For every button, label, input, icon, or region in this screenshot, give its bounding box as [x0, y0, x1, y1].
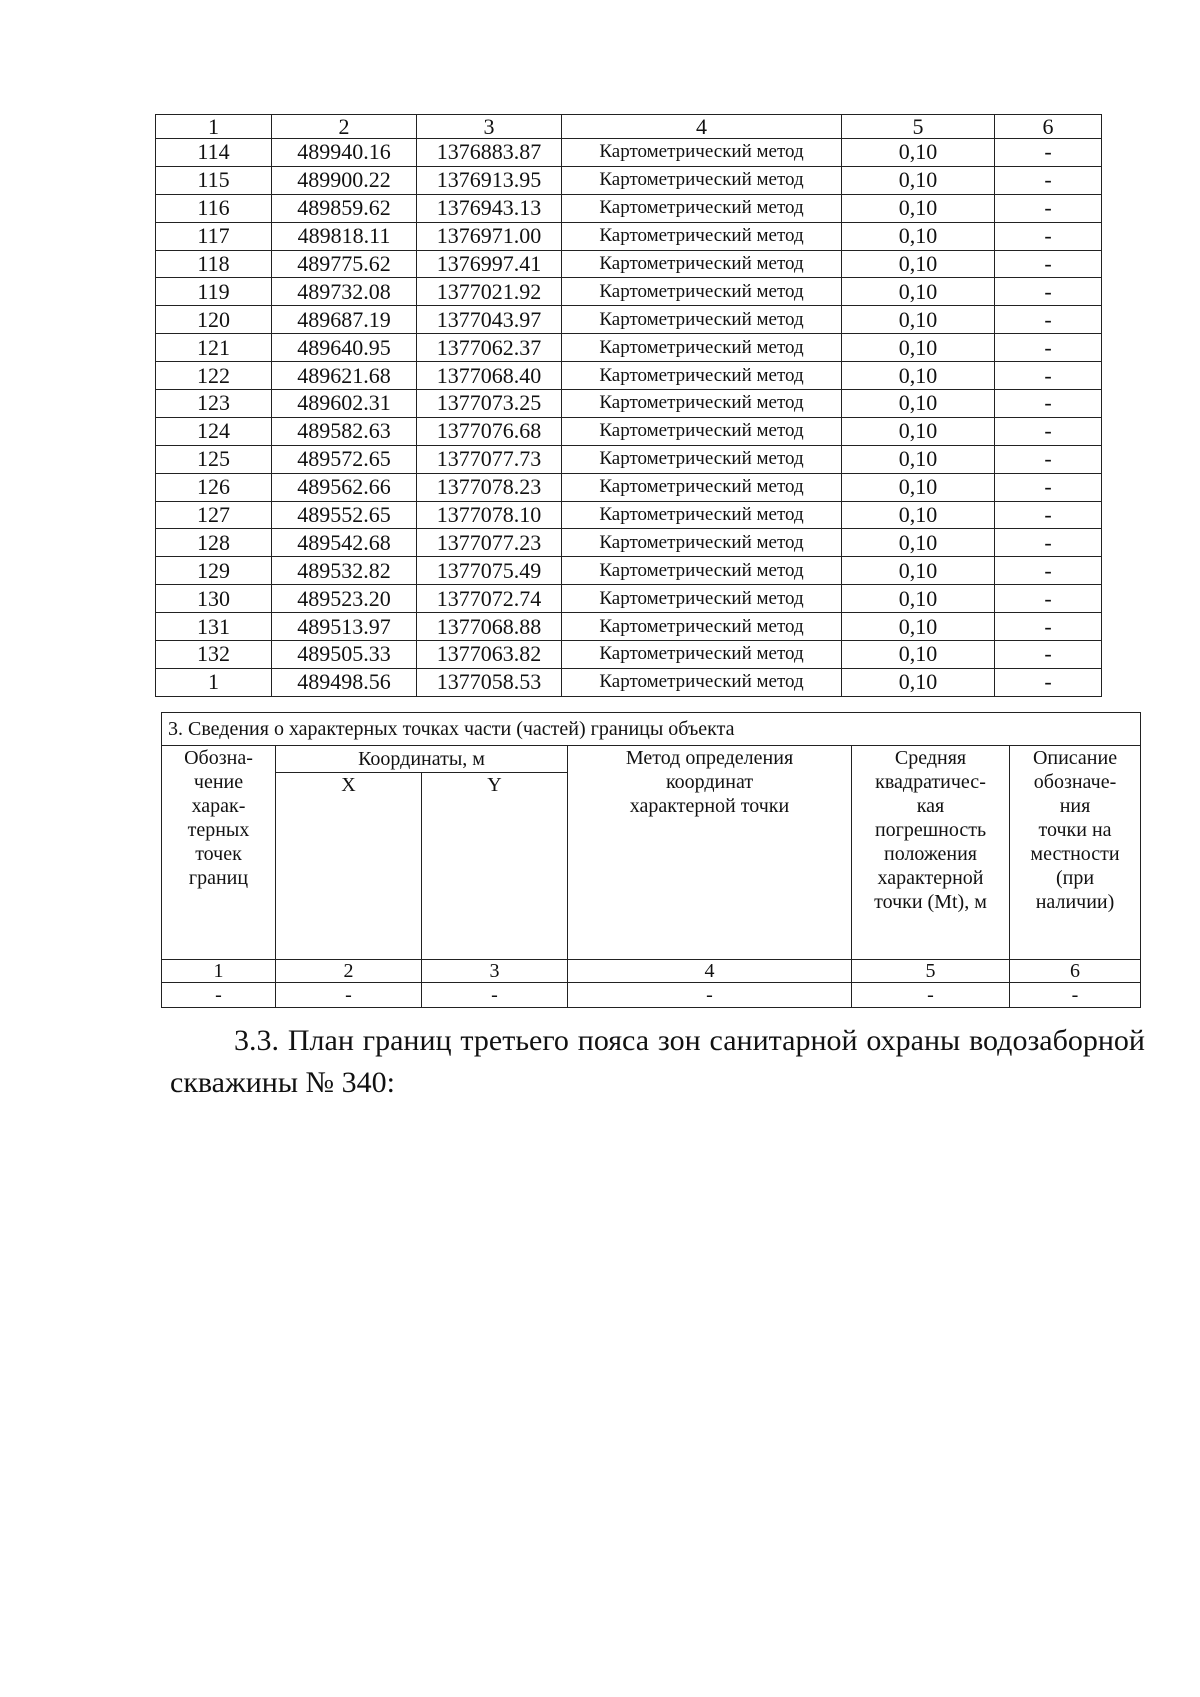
column-number: 4 — [568, 960, 852, 983]
table-row — [156, 306, 1102, 334]
header-cell: 4 — [562, 115, 842, 139]
table-row — [156, 529, 1102, 557]
header-cell: 5 — [842, 115, 995, 139]
error-cell: 0,10 — [842, 194, 995, 222]
point-number-cell: 119 — [156, 278, 272, 306]
header-cell: 6 — [995, 115, 1102, 139]
point-number-cell: 1 — [156, 668, 272, 696]
description-cell: - — [995, 668, 1102, 696]
y-coordinate-cell: 1376943.13 — [417, 194, 562, 222]
point-number-cell: 127 — [156, 501, 272, 529]
characteristic-points-table — [161, 712, 1141, 1008]
point-number-cell: 126 — [156, 473, 272, 501]
x-coordinate-cell: 489818.11 — [272, 222, 417, 250]
table-row — [156, 473, 1102, 501]
method-cell: Картометрический метод — [562, 613, 842, 641]
method-cell: Картометрический метод — [562, 641, 842, 669]
method-cell: Картометрический метод — [562, 529, 842, 557]
error-cell: 0,10 — [842, 473, 995, 501]
table-header-row — [156, 115, 1102, 139]
table-row — [156, 194, 1102, 222]
error-cell: 0,10 — [842, 585, 995, 613]
table-row — [156, 362, 1102, 390]
x-header-space — [276, 802, 422, 960]
method-cell: Картометрический метод — [562, 668, 842, 696]
description-cell: - — [995, 445, 1102, 473]
table-row — [156, 641, 1102, 669]
y-coordinate-cell: 1377058.53 — [417, 668, 562, 696]
table-row — [156, 390, 1102, 418]
point-number-cell: 121 — [156, 334, 272, 362]
description-cell: - — [995, 417, 1102, 445]
y-coordinate-cell: 1377078.10 — [417, 501, 562, 529]
table-row — [156, 166, 1102, 194]
description-cell: - — [995, 501, 1102, 529]
description-cell: - — [995, 278, 1102, 306]
y-coordinate-cell: 1377077.23 — [417, 529, 562, 557]
error-cell: 0,10 — [842, 334, 995, 362]
description-cell: - — [995, 166, 1102, 194]
dash-cell: - — [162, 983, 276, 1008]
method-header: Метод определения координат характерной точки — [568, 746, 852, 960]
description-cell: - — [995, 334, 1102, 362]
y-header-space — [422, 802, 568, 960]
column-number: 3 — [422, 960, 568, 983]
x-coordinate-cell: 489640.95 — [272, 334, 417, 362]
x-coordinate-cell: 489542.68 — [272, 529, 417, 557]
point-number-cell: 131 — [156, 613, 272, 641]
x-coordinate-cell: 489859.62 — [272, 194, 417, 222]
description-cell: - — [995, 222, 1102, 250]
coordinates-header: Координаты, м — [276, 746, 568, 773]
column-number: 1 — [162, 960, 276, 983]
y-coordinate-cell: 1376971.00 — [417, 222, 562, 250]
error-cell: 0,10 — [842, 613, 995, 641]
method-cell: Картометрический метод — [562, 166, 842, 194]
method-cell: Картометрический метод — [562, 445, 842, 473]
header-cell: 2 — [272, 115, 417, 139]
y-coordinate-cell: 1377068.40 — [417, 362, 562, 390]
table-row — [156, 557, 1102, 585]
column-number: 2 — [276, 960, 422, 983]
coordinates-table-body — [156, 115, 1102, 697]
point-number-cell: 132 — [156, 641, 272, 669]
point-number-cell: 114 — [156, 139, 272, 167]
y-coordinate-cell: 1377062.37 — [417, 334, 562, 362]
y-coordinate-cell: 1377073.25 — [417, 390, 562, 418]
header-cell: 1 — [156, 115, 272, 139]
dash-cell: - — [852, 983, 1010, 1008]
description-cell: - — [995, 250, 1102, 278]
x-coordinate-cell: 489687.19 — [272, 306, 417, 334]
method-cell: Картометрический метод — [562, 278, 842, 306]
description-cell: - — [995, 139, 1102, 167]
description-cell: - — [995, 529, 1102, 557]
x-coordinate-cell: 489621.68 — [272, 362, 417, 390]
error-header: Средняя квадратичес- кая погрешность положения характерной точки (Mt), м — [852, 746, 1010, 960]
x-coordinate-cell: 489572.65 — [272, 445, 417, 473]
header-cell: 3 — [417, 115, 562, 139]
table-row — [156, 139, 1102, 167]
dash-cell: - — [1010, 983, 1141, 1008]
point-number-cell: 120 — [156, 306, 272, 334]
y-coordinate-cell: 1377072.74 — [417, 585, 562, 613]
method-cell: Картометрический метод — [562, 473, 842, 501]
y-header: Y — [422, 773, 568, 802]
error-cell: 0,10 — [842, 250, 995, 278]
x-coordinate-cell: 489505.33 — [272, 641, 417, 669]
description-cell: - — [995, 557, 1102, 585]
table-row — [156, 250, 1102, 278]
error-cell: 0,10 — [842, 501, 995, 529]
point-number-cell: 130 — [156, 585, 272, 613]
error-cell: 0,10 — [842, 390, 995, 418]
point-number-cell: 129 — [156, 557, 272, 585]
x-coordinate-cell: 489582.63 — [272, 417, 417, 445]
dash-cell: - — [568, 983, 852, 1008]
description-cell: - — [995, 306, 1102, 334]
error-cell: 0,10 — [842, 222, 995, 250]
y-coordinate-cell: 1376913.95 — [417, 166, 562, 194]
x-coordinate-cell: 489523.20 — [272, 585, 417, 613]
y-coordinate-cell: 1377076.68 — [417, 417, 562, 445]
point-number-cell: 125 — [156, 445, 272, 473]
error-cell: 0,10 — [842, 529, 995, 557]
x-coordinate-cell: 489732.08 — [272, 278, 417, 306]
x-coordinate-cell: 489900.22 — [272, 166, 417, 194]
plan-paragraph: 3.3. План границ третьего пояса зон санитарной охраны водозаборной скважины № 340: — [170, 1024, 1145, 1099]
y-coordinate-cell: 1377075.49 — [417, 557, 562, 585]
y-coordinate-cell: 1376883.87 — [417, 139, 562, 167]
header-row-1 — [162, 746, 1141, 773]
method-cell: Картометрический метод — [562, 222, 842, 250]
error-cell: 0,10 — [842, 362, 995, 390]
column-number: 6 — [1010, 960, 1141, 983]
method-cell: Картометрический метод — [562, 334, 842, 362]
method-cell: Картометрический метод — [562, 362, 842, 390]
y-coordinate-cell: 1377068.88 — [417, 613, 562, 641]
table-row — [156, 445, 1102, 473]
point-number-cell: 124 — [156, 417, 272, 445]
x-coordinate-cell: 489602.31 — [272, 390, 417, 418]
dash-cell: - — [422, 983, 568, 1008]
x-coordinate-cell: 489532.82 — [272, 557, 417, 585]
error-cell: 0,10 — [842, 417, 995, 445]
x-coordinate-cell: 489513.97 — [272, 613, 417, 641]
dash-cell: - — [276, 983, 422, 1008]
table-row — [156, 222, 1102, 250]
description-header: Описание обозначе- ния точки на местности (при наличии) — [1010, 746, 1141, 960]
error-cell: 0,10 — [842, 557, 995, 585]
x-coordinate-cell: 489562.66 — [272, 473, 417, 501]
y-coordinate-cell: 1377043.97 — [417, 306, 562, 334]
method-cell: Картометрический метод — [562, 417, 842, 445]
column-number: 5 — [852, 960, 1010, 983]
point-number-cell: 128 — [156, 529, 272, 557]
method-cell: Картометрический метод — [562, 390, 842, 418]
error-cell: 0,10 — [842, 445, 995, 473]
description-cell: - — [995, 613, 1102, 641]
point-number-cell: 117 — [156, 222, 272, 250]
error-cell: 0,10 — [842, 306, 995, 334]
table-row — [156, 613, 1102, 641]
column-number-row — [162, 960, 1141, 983]
error-cell: 0,10 — [842, 166, 995, 194]
table-row — [156, 668, 1102, 696]
point-number-cell: 122 — [156, 362, 272, 390]
method-cell: Картометрический метод — [562, 139, 842, 167]
y-coordinate-cell: 1377077.73 — [417, 445, 562, 473]
section-title: 3. Сведения о характерных точках части (частей) границы объекта — [162, 713, 1141, 746]
y-coordinate-cell: 1376997.41 — [417, 250, 562, 278]
y-coordinate-cell: 1377078.23 — [417, 473, 562, 501]
point-number-cell: 116 — [156, 194, 272, 222]
method-cell: Картометрический метод — [562, 306, 842, 334]
x-coordinate-cell: 489775.62 — [272, 250, 417, 278]
description-cell: - — [995, 390, 1102, 418]
empty-data-row — [162, 983, 1141, 1008]
table-row — [156, 585, 1102, 613]
method-cell: Картометрический метод — [562, 194, 842, 222]
error-cell: 0,10 — [842, 668, 995, 696]
x-coordinate-cell: 489498.56 — [272, 668, 417, 696]
table-row — [156, 501, 1102, 529]
point-number-cell: 123 — [156, 390, 272, 418]
section-title-row — [162, 713, 1141, 746]
x-coordinate-cell: 489552.65 — [272, 501, 417, 529]
error-cell: 0,10 — [842, 139, 995, 167]
method-cell: Картометрический метод — [562, 250, 842, 278]
point-number-cell: 115 — [156, 166, 272, 194]
method-cell: Картометрический метод — [562, 501, 842, 529]
x-coordinate-cell: 489940.16 — [272, 139, 417, 167]
description-cell: - — [995, 585, 1102, 613]
description-cell: - — [995, 194, 1102, 222]
description-cell: - — [995, 641, 1102, 669]
method-cell: Картометрический метод — [562, 585, 842, 613]
y-coordinate-cell: 1377021.92 — [417, 278, 562, 306]
method-cell: Картометрический метод — [562, 557, 842, 585]
description-cell: - — [995, 362, 1102, 390]
table-row — [156, 417, 1102, 445]
description-cell: - — [995, 473, 1102, 501]
y-coordinate-cell: 1377063.82 — [417, 641, 562, 669]
table-row — [156, 278, 1102, 306]
coordinates-table — [155, 114, 1102, 697]
point-designation-header: Обозна- чение харак- терных точек границ — [162, 746, 276, 960]
point-number-cell: 118 — [156, 250, 272, 278]
x-header: X — [276, 773, 422, 802]
error-cell: 0,10 — [842, 641, 995, 669]
table-row — [156, 334, 1102, 362]
error-cell: 0,10 — [842, 278, 995, 306]
